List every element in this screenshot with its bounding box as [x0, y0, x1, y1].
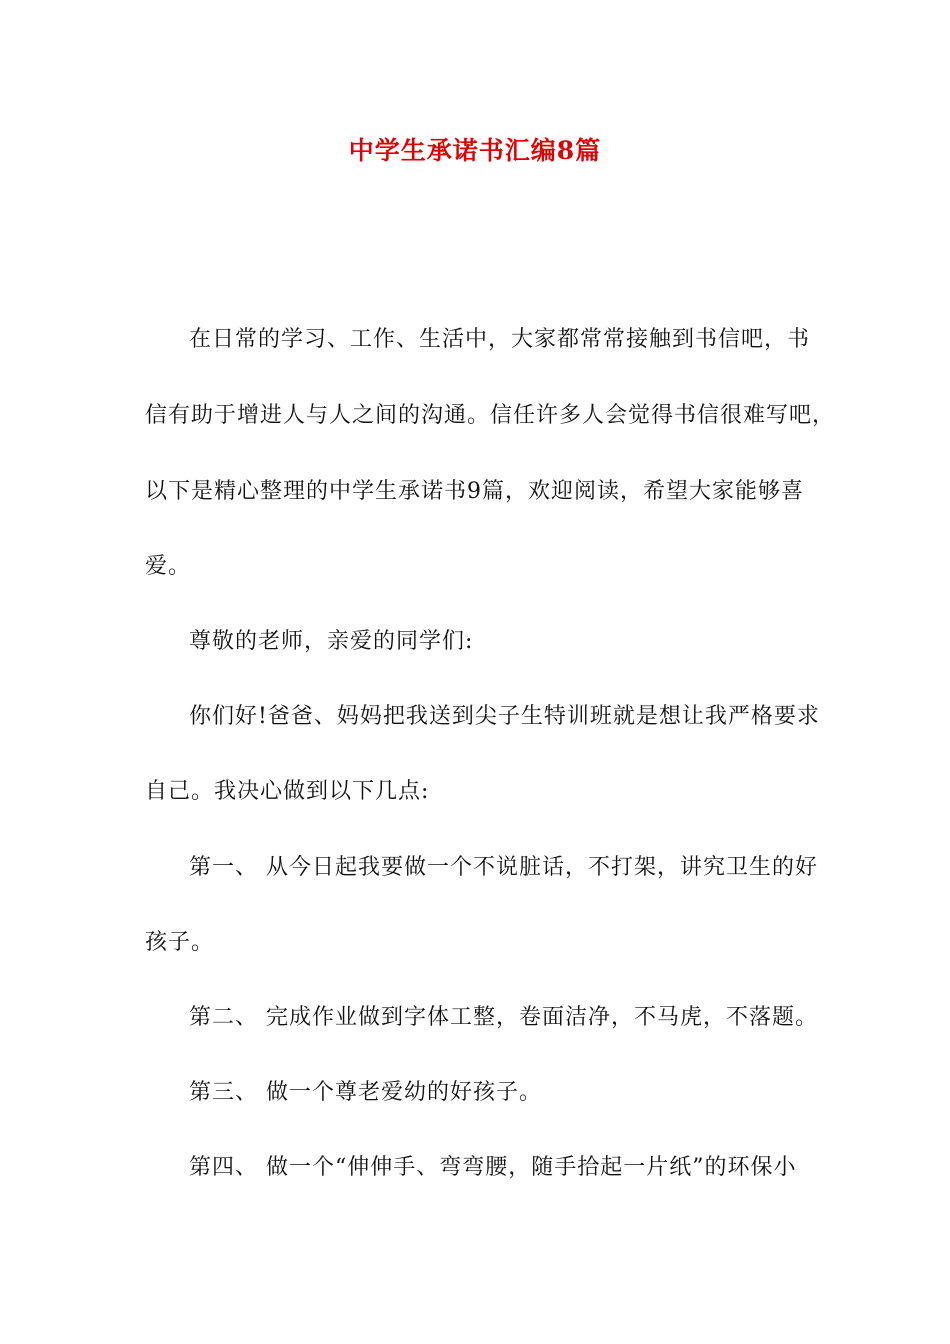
- pledge-item: 第二、 完成作业做到字体工整，卷面洁净，不马虎，不落题。: [189, 1005, 818, 1030]
- paragraph-line: 在日常的学习、工作、生活中，大家都常常接触到书信吧，书: [189, 327, 811, 352]
- pledge-item-continuation: 孩子。: [145, 930, 215, 955]
- paragraph-line: 你们好!爸爸、妈妈把我送到尖子生特训班就是想让我严格要求: [189, 704, 820, 729]
- pledge-item: 第四、 做一个“伸伸手、弯弯腰，随手拾起一片纸”的环保小: [189, 1155, 797, 1180]
- greeting-line: 尊敬的老师，亲爱的同学们:: [189, 629, 474, 654]
- paragraph-line: 爱。: [145, 554, 192, 579]
- paragraph-line: 信有助于增进人与人之间的沟通。信任许多人会觉得书信很难写吧，: [145, 403, 836, 428]
- pledge-item: 第三、 做一个尊老爱幼的好孩子。: [189, 1080, 542, 1105]
- paragraph-line: 以下是精心整理的中学生承诺书9篇，欢迎阅读，希望大家能够喜: [145, 479, 804, 504]
- paragraph-line: 自己。我决心做到以下几点:: [145, 779, 430, 804]
- pledge-item: 第一、 从今日起我要做一个不说脏话，不打架，讲究卫生的好: [189, 855, 818, 880]
- document-title: 中学生承诺书汇编8篇: [348, 136, 602, 165]
